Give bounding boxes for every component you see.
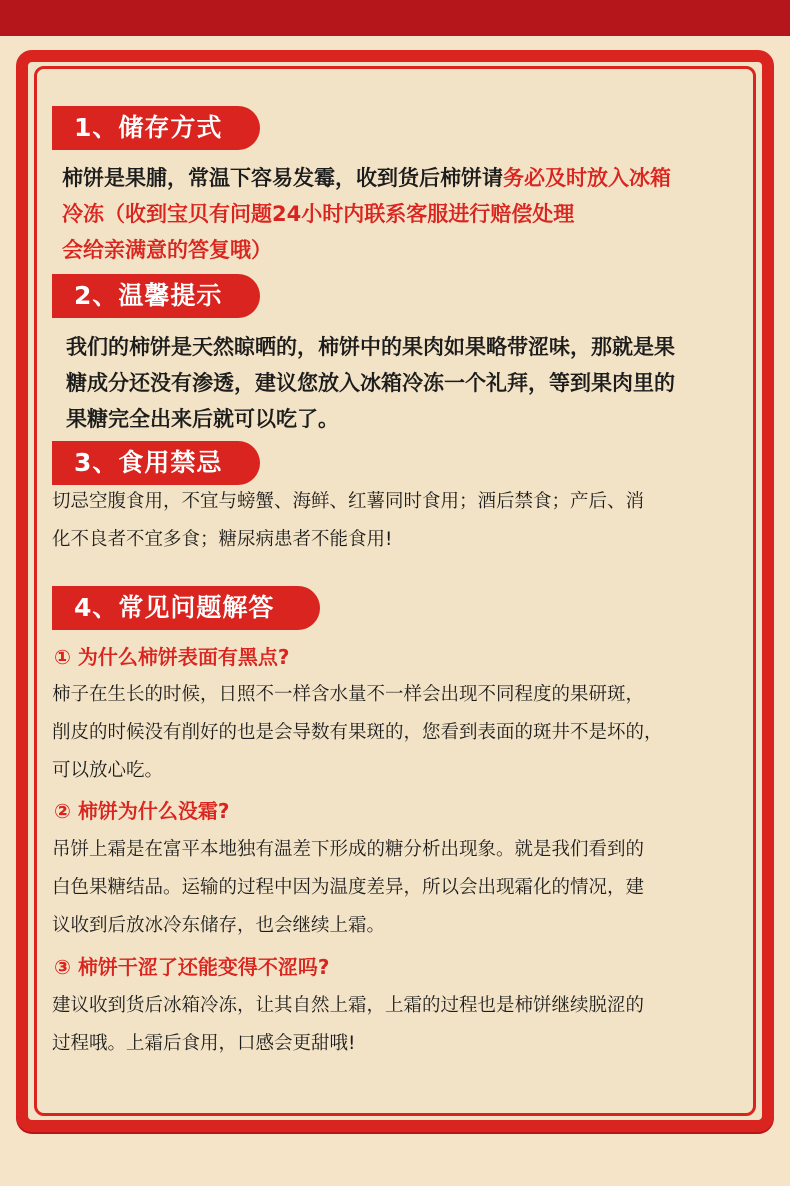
faq-answer-3 <box>52 987 752 1063</box>
faq-question-2: ② 柿饼为什么没霜? <box>54 799 230 823</box>
faq-answer-1 <box>52 676 752 790</box>
faq-answer-2-line-2: 白色果糖结品。运输的过程中因为温度差异，所以会出现霜化的情况，建 <box>52 877 645 898</box>
storage-text-black: 柿饼是果脯，常温下容易发霉，收到货后柿饼请 <box>62 166 503 190</box>
storage-text-red-1: 务必及时放入冰箱 <box>503 166 671 190</box>
tips-paragraph <box>66 329 746 437</box>
taboos-paragraph <box>52 483 742 559</box>
taboos-line-2: 化不良者不宜多食；糖尿病患者不能食用! <box>52 529 393 550</box>
taboos-line-1: 切忌空腹食用，不宜与螃蟹、海鲜、红薯同时食用；酒后禁食；产后、消 <box>52 491 645 512</box>
storage-line-1 <box>62 160 742 196</box>
section-title-taboos: 3、食用禁忌 <box>52 441 260 485</box>
faq-answer-2-line-1: 吊饼上霜是在富平本地独有温差下形成的糖分析出现象。就是我们看到的 <box>52 839 645 860</box>
faq-question-3: ③ 柿饼干涩了还能变得不涩吗? <box>54 955 330 979</box>
faq-question-1: ① 为什么柿饼表面有黑点? <box>54 645 290 669</box>
storage-line-2: 冷冻（收到宝贝有问题24小时内联系客服进行赔偿处理 <box>62 202 575 226</box>
section-title-tips: 2、温馨提示 <box>52 274 260 318</box>
faq-answer-1-line-1: 柿子在生长的时候，日照不一样含水量不一样会出现不同程度的果研斑， <box>52 684 645 705</box>
tips-line-2: 糖成分还没有渗透，建议您放入冰箱冷冻一个礼拜，等到果肉里的 <box>66 371 675 395</box>
faq-answer-3-line-1: 建议收到货后冰箱冷冻，让其自然上霜，上霜的过程也是柿饼继续脱涩的 <box>52 995 645 1016</box>
faq-answer-2-line-3: 议收到后放冰冷东储存，也会继续上霜。 <box>52 915 386 936</box>
storage-line-3: 会给亲满意的答复哦） <box>62 238 272 262</box>
section-title-faq: 4、常见问题解答 <box>52 586 320 630</box>
tips-line-1: 我们的柿饼是天然晾晒的，柿饼中的果肉如果略带涩味，那就是果 <box>66 335 675 359</box>
faq-answer-3-line-2: 过程哦。上霜后食用，口感会更甜哦! <box>52 1033 356 1054</box>
faq-answer-1-line-3: 可以放心吃。 <box>52 760 164 781</box>
section-title-storage: 1、储存方式 <box>52 106 260 150</box>
top-banner-strip <box>0 0 790 36</box>
storage-paragraph <box>62 160 742 268</box>
faq-answer-2 <box>52 831 752 945</box>
tips-line-3: 果糖完全出来后就可以吃了。 <box>66 407 339 431</box>
faq-answer-1-line-2: 削皮的时候没有削好的也是会导数有果斑的，您看到表面的斑井不是坏的， <box>52 722 663 743</box>
